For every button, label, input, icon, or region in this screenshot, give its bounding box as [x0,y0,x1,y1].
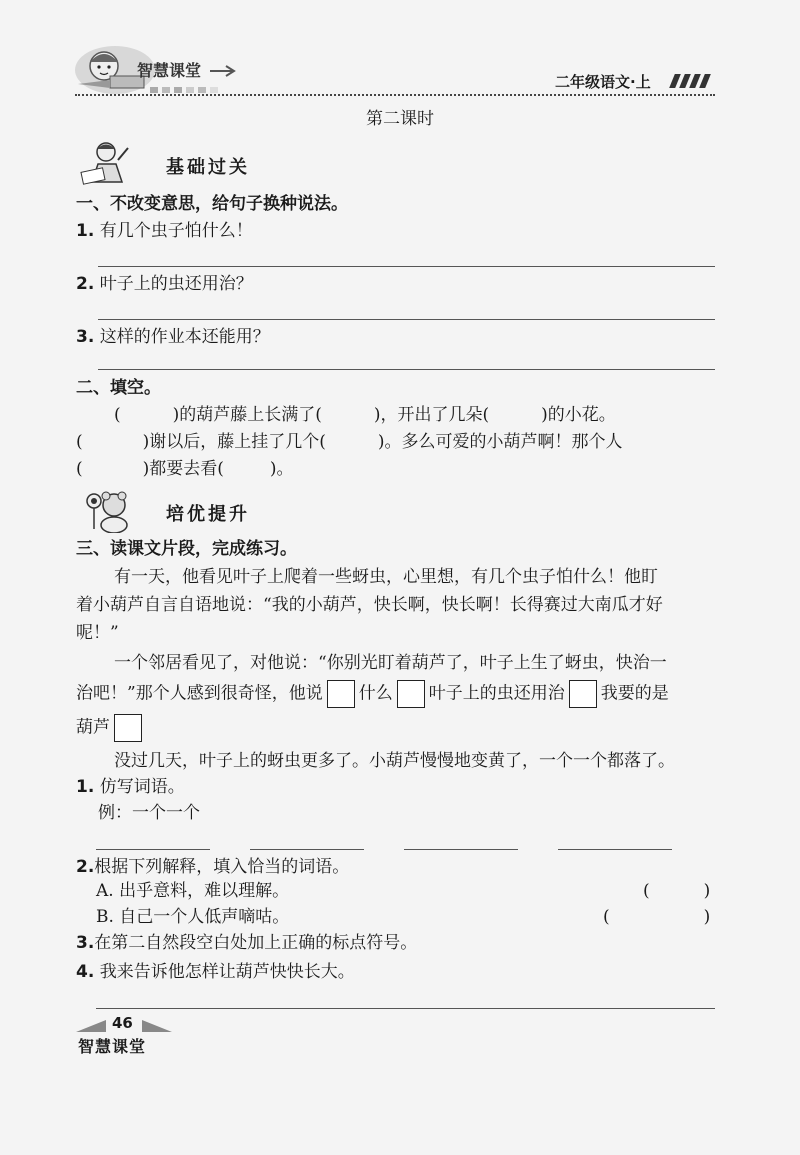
fill-text: )，开出了几朵( [373,405,490,425]
item-text: 在第二自然段空白处加上正确的标点符号。 [94,933,418,953]
item-text: 我来告诉他怎样让葫芦快快长大。 [99,962,355,982]
word-blank-2[interactable] [250,849,364,850]
footer-page-number: 46 [112,1014,133,1032]
paren-open: ( [643,881,650,901]
word-blank-4[interactable] [558,849,672,850]
sub3 [76,932,417,954]
punctuation-box-1[interactable] [327,680,355,708]
footer-brand: 智慧课堂 [78,1037,147,1056]
sub1-example: 例：一个一个 [98,803,200,823]
fill-text: )都要去看( [142,459,224,479]
sub2-b-answer[interactable] [603,906,710,928]
para2-line1: 一个邻居看见了，对他说：“你别光盯着葫芦了，叶子上生了蚜虫，快治一 [114,653,667,673]
fill-text: )。多么可爱的小葫芦啊！那个人 [377,432,623,452]
para3: 没过几天，叶子上的蚜虫更多了。小葫芦慢慢地变黄了，一个一个都落了。 [114,751,675,771]
para-text: 什么 [358,683,393,704]
sub2-a: A. 出乎意料，难以理解。 [96,881,290,901]
sub4 [76,961,355,983]
sub1 [76,776,185,798]
sub2-b: B. 自己一个人低声嘀咕。 [96,907,290,927]
fill-line-2 [76,431,623,453]
item-number: 1. [76,777,95,797]
fill-line-1 [114,404,616,426]
paren-open: ( [76,459,83,479]
item-text: 叶子上的虫还用治？ [99,274,253,294]
answer-line-final[interactable] [96,1008,715,1009]
lesson-title: 第二课时 [366,109,434,129]
sub2 [76,856,349,878]
punctuation-box-3[interactable] [569,680,597,708]
header-rule [75,94,715,96]
q1-item-3 [76,326,270,348]
stripe-decor-4 [699,74,711,88]
word-blank-1[interactable] [96,849,210,850]
para1-line2: 着小葫芦自言自语地说：“我的小葫芦，快长啊，快长啊！长得赛过大南瓜才好 [76,595,663,615]
section-advanced-title: 培优提升 [166,504,250,525]
para1-line3: 呢！” [76,623,119,643]
fill-line-3 [76,458,294,480]
student-writing-icon [78,140,132,190]
para-text: 治吧！”那个人感到很奇怪，他说 [76,683,323,704]
section-basic-title: 基础过关 [166,157,250,178]
q1-item-2 [76,273,253,295]
word-blank-3[interactable] [404,849,518,850]
fill-text: )的小花。 [541,405,616,425]
q1-item-1 [76,220,253,242]
item-number: 2. [76,274,95,294]
para2-line2 [76,680,669,708]
answer-line-2[interactable] [98,319,715,320]
item-number: 1. [76,221,95,241]
fill-text: )。 [269,459,294,479]
para-text: 叶子上的虫还用治 [428,683,565,704]
item-text: 有几个虫子怕什么！ [99,221,253,241]
item-number: 2. [76,857,95,877]
punctuation-box-4[interactable] [114,714,142,742]
item-number: 3. [76,327,95,347]
para2-line3 [76,714,146,742]
paren-open: ( [603,907,610,927]
bear-flower-icon [80,487,134,537]
sub2-a-answer[interactable] [643,880,710,902]
q1-heading: 一、不改变意思，给句子换种说法。 [76,194,348,214]
para1-line1: 有一天，他看见叶子上爬着一些蚜虫，心里想，有几个虫子怕什么！他盯 [114,567,658,587]
arrow-icon [210,62,240,81]
item-text: 仿写词语。 [99,777,185,797]
item-number: 4. [76,962,95,982]
punctuation-box-2[interactable] [397,680,425,708]
paren-open: ( [114,405,121,425]
header-grid-decor [150,80,240,90]
item-text: 根据下列解释，填入恰当的词语。 [94,857,350,877]
header-brand: 智慧课堂 [137,61,202,80]
paren-close: ) [703,907,711,927]
para-text: 我要的是 [600,683,669,704]
answer-line-3[interactable] [98,369,715,370]
q2-heading: 二、填空。 [76,378,161,398]
item-text: 这样的作业本还能用？ [99,327,270,347]
para-text: 葫芦 [76,717,110,738]
paren-close: ) [703,881,711,901]
header-grade-subject: 二年级语文·上 [555,73,651,91]
paren-open: ( [76,432,83,452]
answer-line-1[interactable] [98,266,715,267]
fill-text: )的葫芦藤上长满了( [172,405,322,425]
fill-text: )谢以后，藤上挂了几个( [142,432,326,452]
item-number: 3. [76,933,95,953]
q3-heading: 三、读课文片段，完成练习。 [76,539,297,559]
